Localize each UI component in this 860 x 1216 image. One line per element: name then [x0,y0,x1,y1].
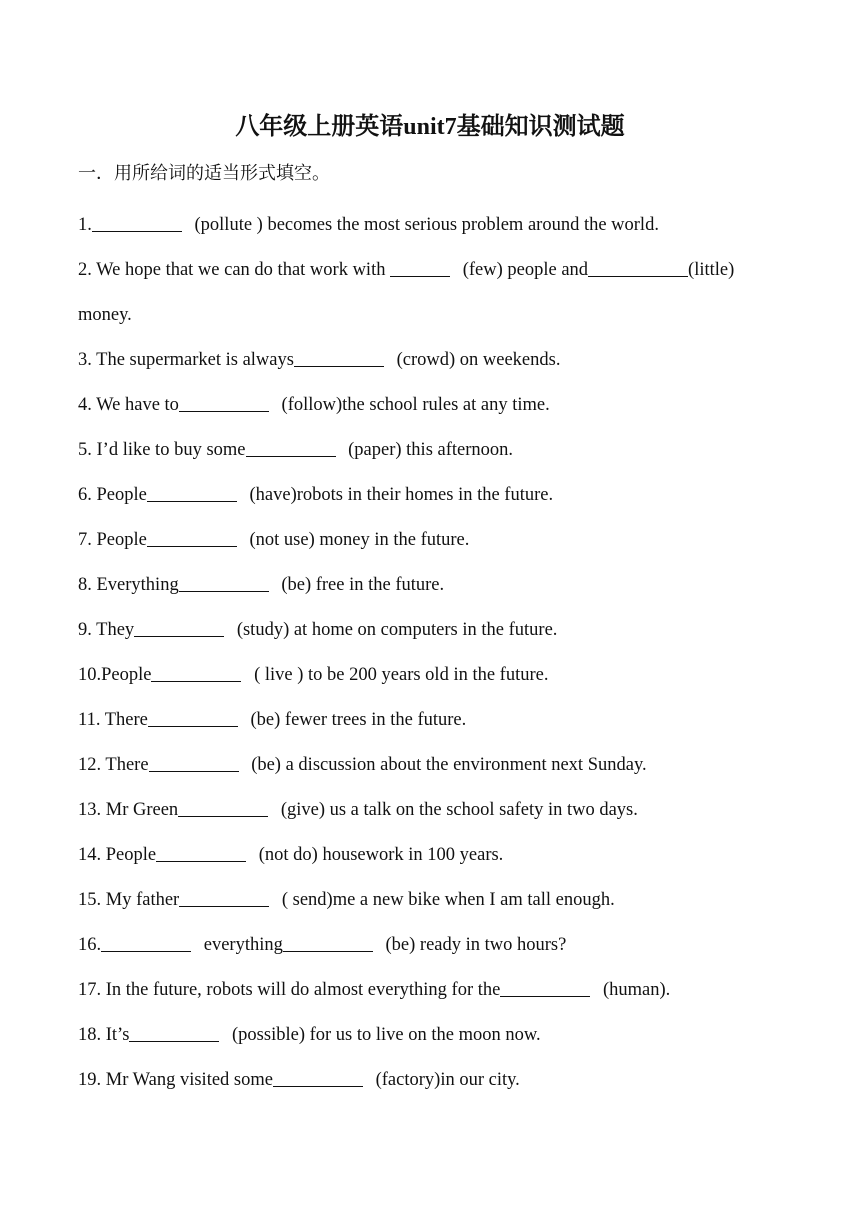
question-number: 6. [78,485,92,505]
question-text: (crowd) on weekends. [391,350,561,370]
answer-blank[interactable] [149,753,239,772]
question-text: (little) [688,260,735,280]
answer-blank[interactable] [283,933,373,952]
question-7 [78,518,800,563]
answer-blank[interactable] [588,258,688,277]
question-8 [78,563,800,608]
answer-blank[interactable] [147,528,237,547]
question-14 [78,833,800,878]
question-11 [78,698,800,743]
question-5 [78,428,800,473]
question-number: 10. [78,665,102,685]
question-text: The supermarket is always [91,350,294,370]
question-number: 9. [78,620,92,640]
answer-blank[interactable] [179,393,269,412]
question-text: (few) people and [458,260,589,280]
section-heading: 一．用所给词的适当形式填空。 [78,163,330,183]
question-text: We have to [91,395,179,415]
question-text: There [100,710,148,730]
question-2-continuation [78,293,800,338]
question-text: There [101,755,149,775]
question-text: (be) ready in two hours? [380,935,567,955]
question-text: (study) at home on computers in the future. [232,620,558,640]
question-text: We hope that we can do that work with [91,260,391,280]
answer-blank[interactable] [151,663,241,682]
answer-blank[interactable] [179,573,269,592]
answer-blank[interactable] [147,483,237,502]
question-2 [78,248,800,293]
question-15 [78,878,800,923]
answer-blank[interactable] [178,798,268,817]
question-text: Mr Wang visited some [101,1070,273,1090]
answer-blank[interactable] [294,348,384,367]
question-1 [78,203,800,248]
question-3 [78,338,800,383]
question-6 [78,473,800,518]
question-text: Mr Green [101,800,179,820]
question-4 [78,383,800,428]
question-text: My father [101,890,180,910]
question-text: (give) us a talk on the school safety in two days. [276,800,638,820]
question-number: 13. [78,800,102,820]
question-list [78,203,800,1103]
question-number: 8. [78,575,92,595]
question-text: (paper) this afternoon. [343,440,514,460]
question-text: (possible) for us to live on the moon now. [227,1025,541,1045]
question-number: 15. [78,890,102,910]
question-number: 14. [78,845,102,865]
answer-blank[interactable] [500,978,590,997]
question-text: (be) free in the future. [276,575,445,595]
answer-blank[interactable] [134,618,224,637]
question-text: I’d like to buy some [91,440,246,460]
question-text: People [101,845,157,865]
question-text: (have)robots in their homes in the future. [244,485,554,505]
question-12 [78,743,800,788]
question-text: In the future, robots will do almost everything for the [101,980,501,1000]
question-number: 4. [78,395,92,415]
question-number: 17. [78,980,102,1000]
question-9 [78,608,800,653]
question-text: People [101,665,152,685]
question-text: People [91,485,147,505]
answer-blank[interactable] [246,438,336,457]
question-text: (factory)in our city. [370,1070,520,1090]
question-text: (pollute ) becomes the most serious problem around the world. [189,215,659,235]
question-text: (human). [598,980,671,1000]
question-text: (not use) money in the future. [244,530,470,550]
question-text: They [91,620,135,640]
question-number: 5. [78,440,92,460]
question-text: ( live ) to be 200 years old in the future. [249,665,549,685]
question-17 [78,968,800,1013]
question-number: 3. [78,350,92,370]
question-text: everything [199,935,283,955]
question-13 [78,788,800,833]
answer-blank[interactable] [273,1068,363,1087]
question-16 [78,923,800,968]
question-text: (follow)the school rules at any time. [276,395,550,415]
question-number: 12. [78,755,102,775]
answer-blank[interactable] [129,1023,219,1042]
question-text: (be) fewer trees in the future. [245,710,467,730]
question-text: money. [78,305,132,325]
question-number: 19. [78,1070,102,1090]
question-text: (not do) housework in 100 years. [254,845,504,865]
question-number: 16. [78,935,102,955]
question-number: 18. [78,1025,102,1045]
question-text: (be) a discussion about the environment next Sunday. [246,755,647,775]
answer-blank[interactable] [101,933,191,952]
question-text: It’s [101,1025,130,1045]
question-10 [78,653,800,698]
answer-blank[interactable] [156,843,246,862]
question-text: People [91,530,147,550]
question-number: 2. [78,260,92,280]
question-18 [78,1013,800,1058]
question-number: 1. [78,215,92,235]
question-19 [78,1058,800,1103]
answer-blank[interactable] [92,213,182,232]
question-text: ( send)me a new bike when I am tall enough. [277,890,615,910]
question-number: 11. [78,710,101,730]
question-text: Everything [91,575,179,595]
answer-blank[interactable] [148,708,238,727]
answer-blank[interactable] [390,258,450,277]
answer-blank[interactable] [179,888,269,907]
page-title: 八年级上册英语unit7基础知识测试题 [235,114,625,140]
question-number: 7. [78,530,92,550]
